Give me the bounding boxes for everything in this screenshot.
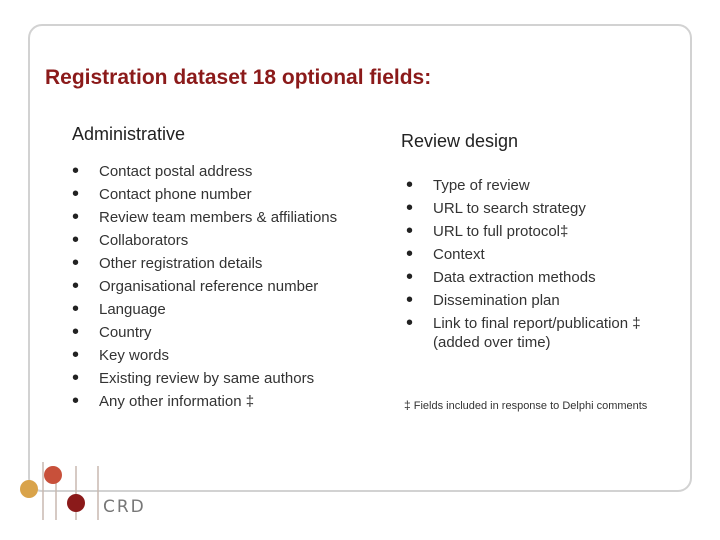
list-item: • Existing review by same authors xyxy=(72,367,337,390)
review-design-heading: Review design xyxy=(401,131,519,151)
review-design-list xyxy=(406,174,641,352)
list-item: • Type of review xyxy=(406,174,641,197)
list-item xyxy=(406,312,641,352)
list-item: • Data extraction methods xyxy=(406,266,641,289)
list-item: • Other registration details xyxy=(72,252,337,275)
list-item-text: Link to final report/publication ‡ xyxy=(433,315,641,332)
list-item: • Contact postal address xyxy=(72,160,337,183)
logo-text: CRD xyxy=(103,497,146,517)
crd-logo-icon xyxy=(0,440,160,540)
list-item-note: (added over time) xyxy=(433,334,551,351)
list-item: • URL to search strategy xyxy=(406,197,641,220)
list-item: • Any other information ‡ xyxy=(72,390,337,413)
administrative-list xyxy=(72,160,337,413)
list-item: • Language xyxy=(72,298,337,321)
list-item: • Review team members & affiliations xyxy=(72,206,337,229)
list-item: • Key words xyxy=(72,344,337,367)
administrative-heading: Administrative xyxy=(72,124,186,144)
list-item: • URL to full protocol‡ xyxy=(406,220,641,243)
list-item: • Country xyxy=(72,321,337,344)
footnote-symbol: ‡ xyxy=(404,398,411,412)
list-item: • Context xyxy=(406,243,641,266)
list-item: • Dissemination plan xyxy=(406,289,641,312)
footnote-text: Fields included in response to Delphi comments xyxy=(410,400,648,412)
footnote xyxy=(404,398,647,412)
list-item: • Contact phone number xyxy=(72,183,337,206)
list-item: • Collaborators xyxy=(72,229,337,252)
list-item: • Organisational reference number xyxy=(72,275,337,298)
slide-title: Registration dataset 18 optional fields: xyxy=(45,66,432,89)
